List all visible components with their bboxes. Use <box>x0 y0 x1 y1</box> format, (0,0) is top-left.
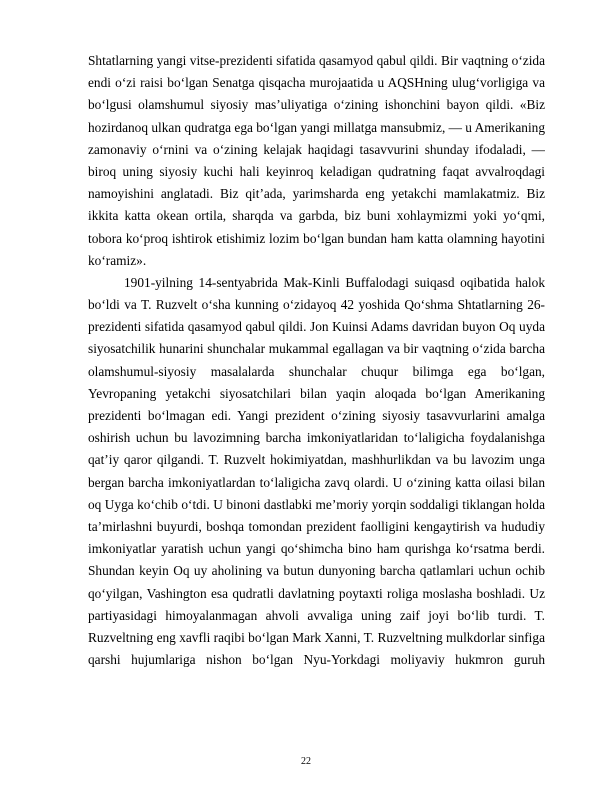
text-line: bo‘lgusi olamshumul siyosiy mas’uliyatiga o‘zining ishonchini bayon qildi. «Biz <box>88 97 545 113</box>
text-line: oshirish uchun bu lavozimning barcha imkoniyatlaridan to‘laligicha foydalanishga <box>88 430 545 446</box>
text-line: prezidenti bo‘lmagan edi. Yangi prezident o‘zining siyosiy tasavvurlarini amalga <box>88 408 545 423</box>
text-line: Shtatlarning yangi vitse-prezidenti sifatida qasamyod qabul qildi. Bir vaqtning o‘zida <box>88 53 545 68</box>
text-line: endi o‘zi raisi bo‘lgan Senatga qisqacha murojaatida u AQSHning ulug‘vorligiga va <box>88 75 545 91</box>
text-line: 1901-yilning 14-sentyabrida Mak-Kinli Buffalodagi suiqasd oqibatida halok <box>124 274 545 290</box>
text-line: ta’mirlashni buyurdi, boshqa tomondan prezident faolligini kengaytirish va hududiy <box>88 518 545 534</box>
text-line: tobora ko‘proq ishtirok etishimiz lozim bo‘lgan bundan ham katta olamning hayotini <box>88 230 545 246</box>
text-line: qarshi hujumlariga nishon bo‘lgan Nyu-Yorkdagi moliyaviy hukmron guruh <box>88 652 545 668</box>
text-line: imkoniyatlar yaratish uchun yangi qo‘shimcha bino ham qurishga ko‘rsatma berdi. <box>88 541 545 557</box>
text-line: ikkita katta okean ortila, sharqda va garbda, biz buni xohlaymizmi yoki yo‘qmi, <box>88 208 545 224</box>
text-line: partiyasidagi himoyalanmagan ahvoli avvaliga uning zaif joyi bo‘lib turdi. T. <box>88 607 545 623</box>
text-line: zamonaviy o‘rnini va o‘zining kelajak haqidagi tasavvurini shunday ifodaladi, — <box>88 141 545 157</box>
text-line: ko‘ramiz». <box>88 252 147 268</box>
text-line: oq Uyga ko‘chib o‘tdi. U binoni dastlabki me’moriy yorqin soddaligi tiklangan holda <box>88 496 545 512</box>
body-text <box>88 50 545 671</box>
text-line: qat’iy qaror qilgandi. T. Ruzvelt hokimiyatdan, mashhurlikdan va bu lavozim unga <box>88 452 545 468</box>
text-line: hozirdanoq ulkan qudratga ega bo‘lgan yangi millatga mansubmiz, — u Amerikaning <box>88 119 545 135</box>
text-line: Ruzveltning eng xavfli raqibi bo‘lgan Mark Xanni, T. Ruzveltning mulkdorlar sinfiga <box>88 629 545 645</box>
text-line: siyosatchilik hunarini shunchalar mukammal egallagan va bir vaqtning o‘zida barcha <box>88 341 545 357</box>
text-line: Yevropaning yetakchi siyosatchilari bilan yaqin aloqada bo‘lgan Amerikaning <box>88 385 545 401</box>
page-number: 22 <box>301 756 311 767</box>
text-line: qo‘yilgan, Vashington esa qudratli davlatning poytaxti roliga moslasha boshladi. Uz <box>88 585 545 601</box>
paragraph <box>88 50 545 272</box>
text-line: olamshumul-siyosiy masalalarda shunchalar chuqur bilimga ega bo‘lgan, <box>88 363 545 379</box>
text-line: bergan barcha imkoniyatlardan to‘laligicha zavq olardi. U o‘zining katta oilasi bilan <box>88 474 545 490</box>
text-line: bo‘ldi va T. Ruzvelt o‘sha kunning o‘zidayoq 42 yoshida Qo‘shma Shtatlarning 26- <box>88 297 545 313</box>
text-line: biroq uning siyosiy kuchi hali keyinroq keladigan qudratning faqat avvalroqdagi <box>88 163 545 179</box>
text-line: Shundan keyin Oq uy aholining va butun dunyoning barcha qatlamlari uchun ochib <box>88 563 545 579</box>
paragraph <box>88 272 545 671</box>
text-line: namoyishini anglatadi. Biz qit’ada, yarimsharda eng yetakchi mamlakatmiz. Biz <box>88 186 545 202</box>
text-line: prezidenti sifatida qasamyod qabul qildi. Jon Kuinsi Adams davridan buyon Oq uyda <box>88 319 545 335</box>
